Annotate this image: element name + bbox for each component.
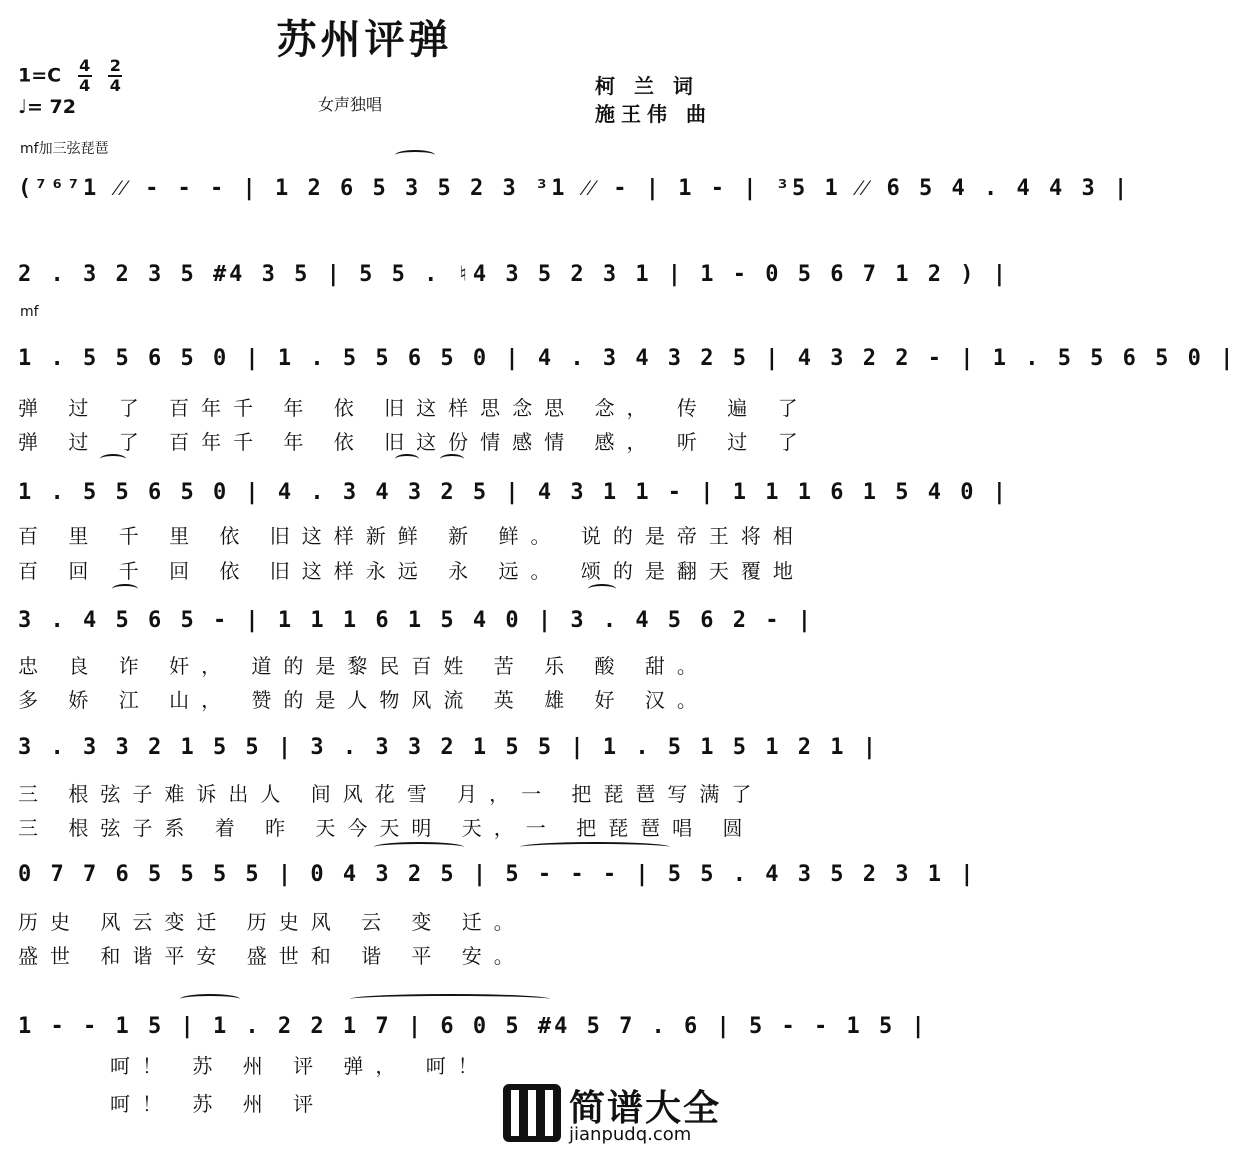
staff-line-1: (⁷⁶⁷1 ⁄⁄ - - - | 1 2 6 5 3 5 2 3 ³1 ⁄⁄ - | 1 - | ³5 1 ⁄⁄ 6 5 4 . 4 4 3 | [18, 176, 1131, 201]
slur-mark [395, 150, 435, 160]
lyric-verse-2-line-5: 多 娇 江 山， 赞的是人物风流 英 雄 好 汉。 [18, 688, 709, 712]
slur-mark [100, 454, 126, 464]
lyric-verse-2-line-7: 盛世 和谐平安 盛世和 谐 平 安。 [18, 944, 526, 968]
lyric-verse-1-line-3: 弹 过 了 百年千 年 依 旧这样思念思 念， 传 遍 了 [18, 396, 810, 420]
lyric-verse-1-line-6: 三 根弦子难诉出人 间风花雪 月，一 把琵琶写满了 [18, 782, 764, 806]
lyric-verse-2-line-3: 弹 过 了 百年千 年 依 旧这份情感情 感， 听 过 了 [18, 430, 810, 454]
key-signature: 1=C [18, 64, 62, 87]
slur-mark [520, 842, 670, 852]
slur-mark [350, 994, 550, 1004]
staff-line-3: 1 . 5 5 6 5 0 | 1 . 5 5 6 5 0 | 4 . 3 4 3 2 5 | 4 3 2 2 - | 1 . 5 5 6 5 0 | [18, 346, 1236, 371]
watermark-logo [503, 1078, 723, 1148]
tempo: ♩= 72 [18, 96, 76, 118]
slur-mark [395, 454, 419, 464]
slur-mark [112, 584, 138, 594]
piano-keys-icon [503, 1084, 561, 1142]
instrument-note: mf加三弦琵琶 [20, 141, 109, 157]
song-title: 苏州评弹 [276, 17, 453, 63]
lyric-verse-2-line-6: 三 根弦子系 着 昨 天今天明 天，一 把琵琶唱 圆 [18, 816, 755, 840]
lyric-verse-1-line-5: 忠 良 诈 奸， 道的是黎民百姓 苦 乐 酸 甜。 [18, 654, 709, 678]
slur-mark [440, 454, 464, 464]
staff-line-2: 2 . 3 2 3 5 #4 3 5 | 5 5 . ♮4 3 5 2 3 1 | 1 - 0 5 6 7 1 2 ) | [18, 262, 1009, 287]
staff-line-4: 1 . 5 5 6 5 0 | 4 . 3 4 3 2 5 | 4 3 1 1 - | 1 1 1 6 1 5 4 0 | [18, 480, 1009, 505]
staff-line-8: 1 - - 1 5 | 1 . 2 2 1 7 | 6 0 5 #4 5 7 . 6 | 5 - - 1 5 | [18, 1014, 928, 1039]
lyricist-credit: 柯 兰 词 [595, 74, 699, 98]
watermark-brand: 简谱大全 [569, 1088, 722, 1129]
slur-mark [588, 584, 616, 594]
slur-mark [374, 842, 464, 852]
time-signature-4-4: $\frac{4}{4}$ [79, 56, 91, 95]
composer-credit: 施王伟 曲 [595, 102, 712, 126]
lyric-verse-1-line-7: 历史 风云变迁 历史风 云 变 迁。 [18, 910, 526, 934]
slur-mark [180, 994, 240, 1004]
lyric-verse-1-line-4: 百 里 千 里 依 旧这样新鲜 新 鲜。 说的是帝王将相 [18, 524, 805, 548]
lyric-verse-1-line-8: 呵！ 苏 州 评 弹， 呵！ [110, 1054, 490, 1078]
staff-line-6: 3 . 3 3 2 1 5 5 | 3 . 3 3 2 1 5 5 | 1 . 5 1 5 1 2 1 | [18, 735, 879, 760]
performance-type: 女声独唱 [318, 95, 383, 114]
lyric-verse-2-line-4: 百 回 千 回 依 旧这样永远 永 远。 颂的是翻天覆地 [18, 559, 805, 583]
dynamic-marking: mf [20, 304, 39, 320]
time-signature-2-4: $\frac{2}{4}$ [109, 56, 121, 95]
staff-line-7: 0 7 7 6 5 5 5 5 | 0 4 3 2 5 | 5 - - - | 5 5 . 4 3 5 2 3 1 | [18, 862, 977, 887]
lyric-verse-2-line-8: 呵！ 苏 州 评 [110, 1092, 326, 1116]
watermark-url: jianpudq.com [569, 1124, 692, 1145]
key-and-time [18, 58, 122, 94]
staff-line-5: 3 . 4 5 6 5 - | 1 1 1 6 1 5 4 0 | 3 . 4 5 6 2 - | [18, 608, 815, 633]
